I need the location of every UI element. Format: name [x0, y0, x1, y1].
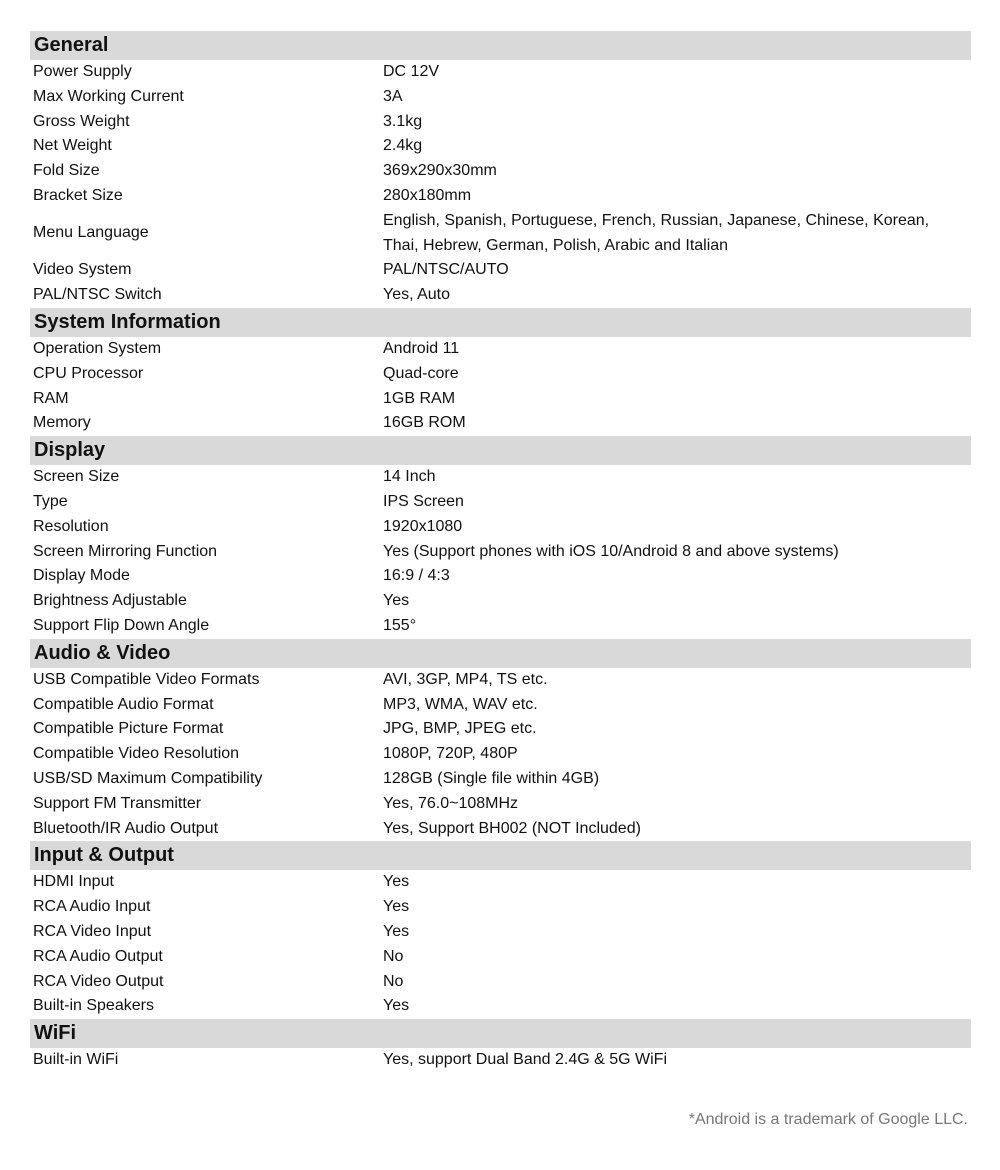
spec-value: 2.4kg	[383, 137, 423, 155]
spec-label: Resolution	[33, 517, 109, 535]
spec-label: Bluetooth/IR Audio Output	[33, 819, 219, 837]
spec-row	[30, 970, 971, 995]
spec-row	[30, 589, 971, 614]
spec-row	[30, 110, 971, 135]
spec-section-system-information	[30, 308, 971, 436]
spec-label: Compatible Picture Format	[33, 720, 224, 738]
spec-section-wifi	[30, 1019, 971, 1073]
spec-value: 16:9 / 4:3	[383, 567, 450, 585]
spec-value: Yes, Auto	[383, 286, 451, 304]
spec-value: IPS Screen	[383, 492, 464, 510]
spec-label: PAL/NTSC Switch	[33, 286, 162, 304]
spec-label: USB/SD Maximum Compatibility	[33, 769, 263, 787]
spec-value: AVI, 3GP, MP4, TS etc.	[383, 670, 548, 688]
spec-label: Gross Weight	[33, 112, 130, 130]
spec-label: Screen Size	[33, 468, 120, 486]
spec-section-input-output	[30, 841, 971, 1019]
spec-row	[30, 540, 971, 565]
spec-label: Compatible Video Resolution	[33, 745, 240, 763]
spec-value: 1920x1080	[383, 517, 463, 535]
spec-value: 155°	[383, 616, 417, 634]
spec-label: Support Flip Down Angle	[33, 616, 210, 634]
spec-row	[30, 693, 971, 718]
spec-value: MP3, WMA, WAV etc.	[383, 695, 538, 713]
spec-row	[30, 767, 971, 792]
spec-value: Yes, support Dual Band 2.4G & 5G WiFi	[383, 1051, 667, 1069]
spec-row	[30, 465, 971, 490]
spec-row	[30, 411, 971, 436]
spec-label: USB Compatible Video Formats	[33, 670, 260, 688]
spec-value: No	[383, 972, 404, 990]
spec-label: RAM	[33, 389, 69, 407]
spec-table	[30, 31, 971, 1073]
spec-label: Built-in Speakers	[33, 997, 154, 1015]
spec-value: 16GB ROM	[383, 414, 466, 432]
spec-value: Yes, 76.0~108MHz	[383, 794, 519, 812]
spec-label: Memory	[33, 414, 91, 432]
section-header: Audio & Video	[30, 639, 971, 668]
spec-value: 3.1kg	[383, 112, 423, 130]
spec-value: 14 Inch	[383, 468, 436, 486]
spec-row	[30, 920, 971, 945]
spec-row	[30, 564, 971, 589]
spec-row	[30, 742, 971, 767]
section-header: Input & Output	[30, 841, 971, 870]
spec-label: CPU Processor	[33, 364, 144, 382]
spec-row	[30, 490, 971, 515]
spec-row	[30, 870, 971, 895]
section-header: General	[30, 31, 971, 60]
spec-label: Fold Size	[33, 162, 100, 180]
spec-value: 3A	[383, 87, 403, 105]
spec-row	[30, 134, 971, 159]
spec-value: 280x180mm	[383, 186, 472, 204]
spec-row	[30, 209, 971, 259]
spec-value: Yes	[383, 592, 410, 610]
spec-row	[30, 337, 971, 362]
spec-value: Yes (Support phones with iOS 10/Android 8 and above systems)	[383, 542, 839, 560]
spec-label: Compatible Audio Format	[33, 695, 214, 713]
section-header: WiFi	[30, 1019, 971, 1048]
spec-row	[30, 60, 971, 85]
spec-row	[30, 1048, 971, 1073]
spec-row	[30, 717, 971, 742]
spec-label: Built-in WiFi	[33, 1051, 119, 1069]
spec-row	[30, 387, 971, 412]
spec-row	[30, 184, 971, 209]
spec-value: 1080P, 720P, 480P	[383, 745, 518, 763]
section-header: Display	[30, 436, 971, 465]
spec-label: Max Working Current	[33, 87, 184, 105]
spec-row	[30, 258, 971, 283]
spec-row	[30, 895, 971, 920]
spec-row	[30, 792, 971, 817]
spec-value: 1GB RAM	[383, 389, 456, 407]
section-header: System Information	[30, 308, 971, 337]
spec-value: Yes, Support BH002 (NOT Included)	[383, 819, 641, 837]
spec-section-display	[30, 436, 971, 639]
spec-row	[30, 85, 971, 110]
spec-value: Android 11	[383, 339, 460, 357]
spec-label: Power Supply	[33, 63, 132, 80]
spec-value: No	[383, 947, 404, 965]
spec-value: Yes	[383, 997, 410, 1015]
spec-value: DC 12V	[383, 63, 440, 80]
spec-label: HDMI Input	[33, 873, 114, 891]
spec-value: 128GB (Single file within 4GB)	[383, 769, 600, 787]
trademark-footnote: *Android is a trademark of Google LLC.	[688, 1111, 968, 1128]
spec-row	[30, 515, 971, 540]
spec-label: Operation System	[33, 339, 162, 357]
spec-row	[30, 994, 971, 1019]
spec-row	[30, 283, 971, 308]
spec-value: English, Spanish, Portuguese, French, Russian, Japanese, Chinese, Korean, Thai, Hebrew, German, Polish, Arabic and Italian	[383, 211, 930, 254]
spec-label: Menu Language	[33, 224, 149, 242]
spec-label: Video System	[33, 261, 132, 279]
spec-value: Yes	[383, 873, 410, 891]
spec-row	[30, 159, 971, 184]
spec-label: Type	[33, 492, 68, 510]
spec-label: RCA Video Input	[33, 922, 152, 940]
spec-label: Brightness Adjustable	[33, 592, 187, 610]
spec-row	[30, 945, 971, 970]
spec-label: Display Mode	[33, 567, 130, 585]
spec-section-general	[30, 31, 971, 308]
spec-label: RCA Audio Input	[33, 898, 151, 916]
spec-value: 369x290x30mm	[383, 162, 497, 180]
spec-label: Support FM Transmitter	[33, 794, 202, 812]
spec-row	[30, 668, 971, 693]
spec-value: Yes	[383, 922, 410, 940]
spec-section-audio-video	[30, 639, 971, 842]
spec-label: Screen Mirroring Function	[33, 542, 218, 560]
spec-label: RCA Audio Output	[33, 947, 163, 965]
spec-value: Quad-core	[383, 364, 459, 382]
spec-value: PAL/NTSC/AUTO	[383, 261, 509, 279]
spec-value: JPG, BMP, JPEG etc.	[383, 720, 537, 738]
spec-row	[30, 362, 971, 387]
spec-label: RCA Video Output	[33, 972, 164, 990]
spec-label: Net Weight	[33, 137, 112, 155]
spec-row	[30, 614, 971, 639]
spec-value: Yes	[383, 898, 410, 916]
spec-label: Bracket Size	[33, 186, 123, 204]
spec-row	[30, 817, 971, 842]
